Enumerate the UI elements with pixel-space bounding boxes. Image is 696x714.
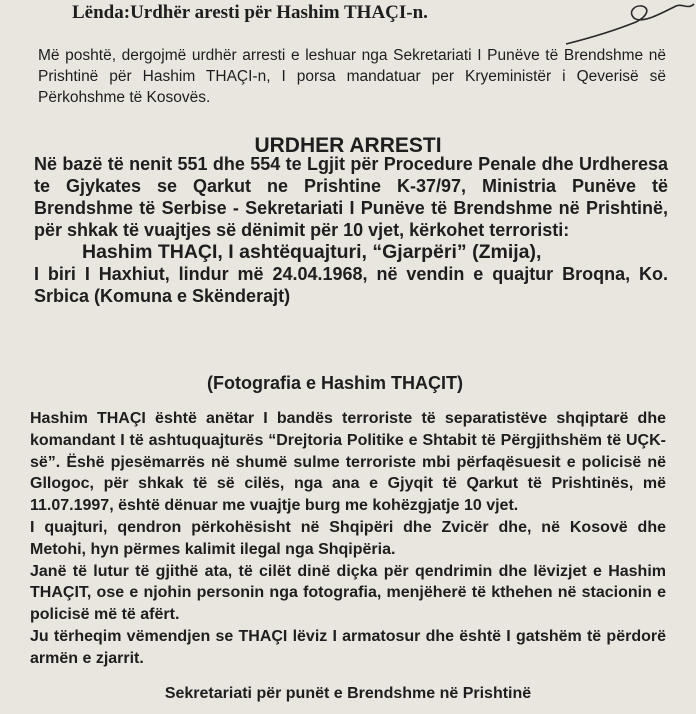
photo-caption: (Fotografia e Hashim THAÇIT) — [207, 373, 464, 393]
intro-paragraph: Më poshtë, dergojmë urdhër arresti e leshuar nga Sekretariati I Punëve të Brendshme në Prishtinë për Hashim THAÇI-n, I porsa mandatuar per Kryeministër i Qeverisë së Përkohshme të Kosovës. — [38, 47, 666, 106]
legal-basis-paragraph: Në bazë të nenit 551 dhe 554 te Lgjit për Procedure Penale dhe Urdheresa te Gjykates se Qarkut ne Prishtine K-37/97, Ministria Punëve të Brendshme të Serbise - Sekretariati I Punëve të Brendshme në Prishtinë, për shkak të vuajtjes së dënimit për 10 vjet, kërkohet terroristi: — [34, 154, 668, 240]
handwritten-signature — [560, 0, 696, 48]
description-paragraph: Janë të lutur të gjithë ata, të cilët dinë diçka për qendrimin dhe lëvizjet e Hashim THAÇIT, ose e njohin personin nga fotografia, menjëherë të kthehen në stacionin e policisë më të afërt. — [30, 562, 666, 624]
description-block — [30, 408, 666, 670]
description-paragraph: Ju tërheqim vëmendjen se THAÇI lëviz I armatosur dhe është I gatshëm të përdorë armën e zjarrit. — [30, 627, 666, 667]
description-paragraph: Hashim THAÇI është anëtar I bandës terroriste të separatistëve shqiptarë dhe komandant I të ashtuquajturës “Drejtoria Politike e Shtabit të Përgjithshëm të UÇK-së”. Ëshë pjesëmarrës në shumë sulme terroriste mbi përfaqësuesit e policisë në Gllogoc, për shkak të së cilës, nga ana e Gjyqit të Qarkut të Prishtinës, më 11.07.1997, është dënuar me vuajtje burg me kohëzgjatje 10 vjet. — [30, 410, 666, 515]
document-heading: URDHER ARRESTI — [254, 134, 442, 157]
issuer-footer: Sekretariati për punët e Brendshme në Prishtinë — [164, 685, 532, 702]
description-paragraph: I quajturi, qendron përkohësisht në Shqipëri dhe Zvicër dhe, në Kosovë dhe Metohi, hyn përmes kalimit ilegal nga Shqipëria. — [30, 518, 666, 558]
birth-info: I biri I Haxhiut, lindur më 24.04.1968, në vendin e quajtur Broqna, Ko. Srbica (Komuna e Skënderajt) — [34, 264, 668, 306]
wanted-name: Hashim THAÇI, I ashtëquajturi, “Gjarpëri” (Zmija), — [82, 241, 542, 263]
warrant-body — [34, 153, 668, 307]
subject-line: Lënda:Urdhër aresti për Hashim THAÇI-n. — [72, 2, 428, 23]
